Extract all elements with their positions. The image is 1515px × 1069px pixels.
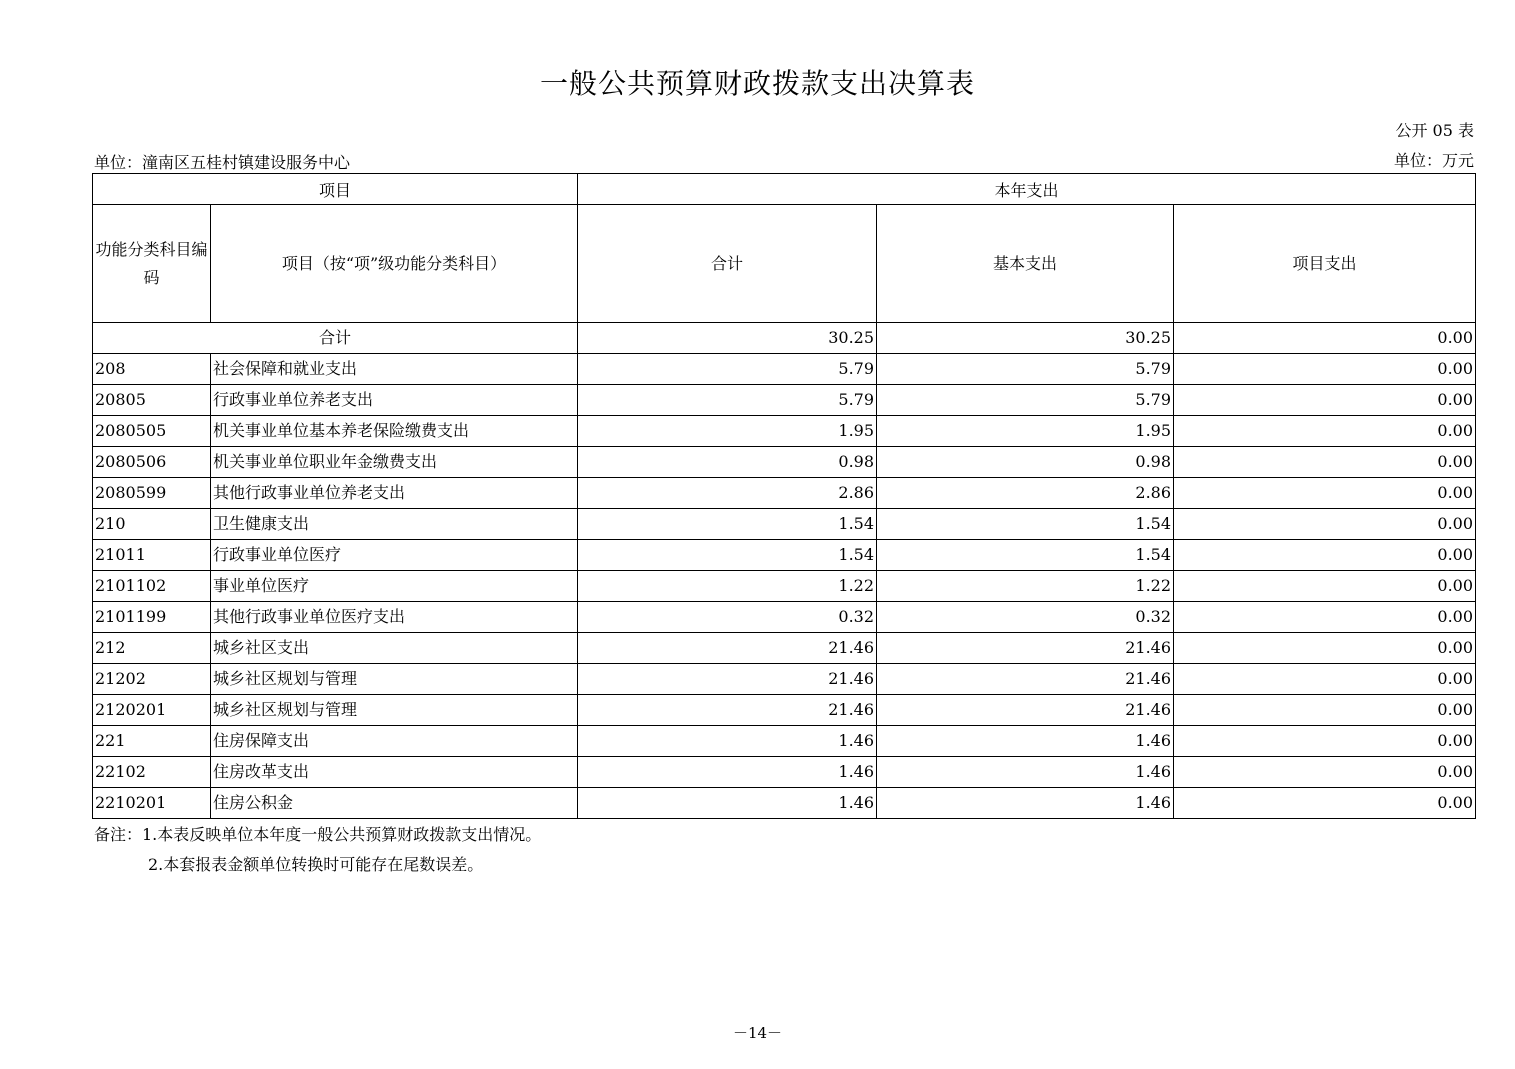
row-name: 城乡社区规划与管理 (211, 695, 578, 726)
table-row (93, 447, 1476, 478)
row-basic: 1.46 (877, 788, 1174, 819)
row-basic: 1.95 (877, 416, 1174, 447)
row-total: 21.46 (578, 695, 877, 726)
header-code: 功能分类科目编码 (93, 205, 211, 323)
row-total: 1.22 (578, 571, 877, 602)
total-label: 合计 (93, 323, 578, 354)
row-code: 2101199 (93, 602, 211, 633)
row-name: 住房公积金 (211, 788, 578, 819)
notes (94, 820, 541, 880)
row-code: 2080506 (93, 447, 211, 478)
row-code: 22102 (93, 757, 211, 788)
row-basic: 1.54 (877, 540, 1174, 571)
total-basic: 30.25 (877, 323, 1174, 354)
table-row (93, 664, 1476, 695)
header-row-2 (93, 205, 1476, 323)
table-row (93, 540, 1476, 571)
row-basic: 21.46 (877, 695, 1174, 726)
header-row-1 (93, 174, 1476, 205)
row-name: 机关事业单位基本养老保险缴费支出 (211, 416, 578, 447)
table-row (93, 416, 1476, 447)
row-project: 0.00 (1174, 726, 1476, 757)
row-code: 20805 (93, 385, 211, 416)
row-project: 0.00 (1174, 447, 1476, 478)
row-total: 1.95 (578, 416, 877, 447)
row-basic: 1.22 (877, 571, 1174, 602)
row-total: 1.46 (578, 757, 877, 788)
budget-table (92, 173, 1476, 819)
row-basic: 21.46 (877, 664, 1174, 695)
row-project: 0.00 (1174, 757, 1476, 788)
row-code: 2080505 (93, 416, 211, 447)
row-total: 1.54 (578, 540, 877, 571)
row-name: 住房改革支出 (211, 757, 578, 788)
row-name: 住房保障支出 (211, 726, 578, 757)
row-code: 2101102 (93, 571, 211, 602)
row-project: 0.00 (1174, 664, 1476, 695)
header-total: 合计 (578, 205, 877, 323)
form-number: 公开 05 表 (1395, 121, 1474, 140)
page-title: 一般公共预算财政拨款支出决算表 (539, 67, 975, 100)
row-project: 0.00 (1174, 695, 1476, 726)
row-code: 2080599 (93, 478, 211, 509)
row-basic: 1.54 (877, 509, 1174, 540)
header-project-exp: 项目支出 (1174, 205, 1476, 323)
row-project: 0.00 (1174, 788, 1476, 819)
row-basic: 5.79 (877, 354, 1174, 385)
total-project: 0.00 (1174, 323, 1476, 354)
table-row (93, 757, 1476, 788)
table-row (93, 695, 1476, 726)
row-project: 0.00 (1174, 478, 1476, 509)
row-code: 212 (93, 633, 211, 664)
row-code: 2120201 (93, 695, 211, 726)
row-total: 0.98 (578, 447, 877, 478)
table-row (93, 726, 1476, 757)
row-basic: 21.46 (877, 633, 1174, 664)
row-name: 行政事业单位医疗 (211, 540, 578, 571)
row-basic: 0.32 (877, 602, 1174, 633)
table-row (93, 571, 1476, 602)
table-row (93, 602, 1476, 633)
header-current-year: 本年支出 (578, 174, 1476, 205)
header-basic: 基本支出 (877, 205, 1174, 323)
row-total: 5.79 (578, 385, 877, 416)
row-project: 0.00 (1174, 354, 1476, 385)
row-project: 0.00 (1174, 602, 1476, 633)
row-basic: 5.79 (877, 385, 1174, 416)
note-line-2: 2.本套报表金额单位转换时可能存在尾数误差。 (148, 855, 484, 874)
unit-organization: 单位：潼南区五桂村镇建设服务中心 (94, 153, 351, 172)
row-name: 事业单位医疗 (211, 571, 578, 602)
row-total: 1.46 (578, 726, 877, 757)
row-name: 机关事业单位职业年金缴费支出 (211, 447, 578, 478)
table-row (93, 385, 1476, 416)
row-total: 21.46 (578, 633, 877, 664)
row-code: 208 (93, 354, 211, 385)
row-total: 21.46 (578, 664, 877, 695)
note-line-1: 备注：1.本表反映单位本年度一般公共预算财政拨款支出情况。 (94, 825, 542, 844)
header-name: 项目（按“项”级功能分类科目） (211, 205, 578, 323)
row-total: 1.54 (578, 509, 877, 540)
table-row (93, 633, 1476, 664)
row-project: 0.00 (1174, 509, 1476, 540)
row-name: 社会保障和就业支出 (211, 354, 578, 385)
row-basic: 0.98 (877, 447, 1174, 478)
row-total: 0.32 (578, 602, 877, 633)
row-project: 0.00 (1174, 416, 1476, 447)
row-code: 221 (93, 726, 211, 757)
row-basic: 2.86 (877, 478, 1174, 509)
row-basic: 1.46 (877, 757, 1174, 788)
row-name: 城乡社区支出 (211, 633, 578, 664)
page-number: －14－ (732, 1024, 783, 1042)
total-total: 30.25 (578, 323, 877, 354)
total-row (93, 323, 1476, 354)
row-name: 行政事业单位养老支出 (211, 385, 578, 416)
row-basic: 1.46 (877, 726, 1174, 757)
row-code: 2210201 (93, 788, 211, 819)
row-name: 城乡社区规划与管理 (211, 664, 578, 695)
row-total: 1.46 (578, 788, 877, 819)
row-project: 0.00 (1174, 385, 1476, 416)
row-name: 其他行政事业单位医疗支出 (211, 602, 578, 633)
row-project: 0.00 (1174, 571, 1476, 602)
row-code: 210 (93, 509, 211, 540)
row-code: 21202 (93, 664, 211, 695)
table-row (93, 354, 1476, 385)
table-row (93, 788, 1476, 819)
header-project: 项目 (93, 174, 578, 205)
table-row (93, 478, 1476, 509)
unit-currency: 单位：万元 (1393, 151, 1474, 170)
row-name: 其他行政事业单位养老支出 (211, 478, 578, 509)
row-project: 0.00 (1174, 633, 1476, 664)
row-total: 5.79 (578, 354, 877, 385)
row-project: 0.00 (1174, 540, 1476, 571)
table-row (93, 509, 1476, 540)
row-code: 21011 (93, 540, 211, 571)
row-total: 2.86 (578, 478, 877, 509)
row-name: 卫生健康支出 (211, 509, 578, 540)
